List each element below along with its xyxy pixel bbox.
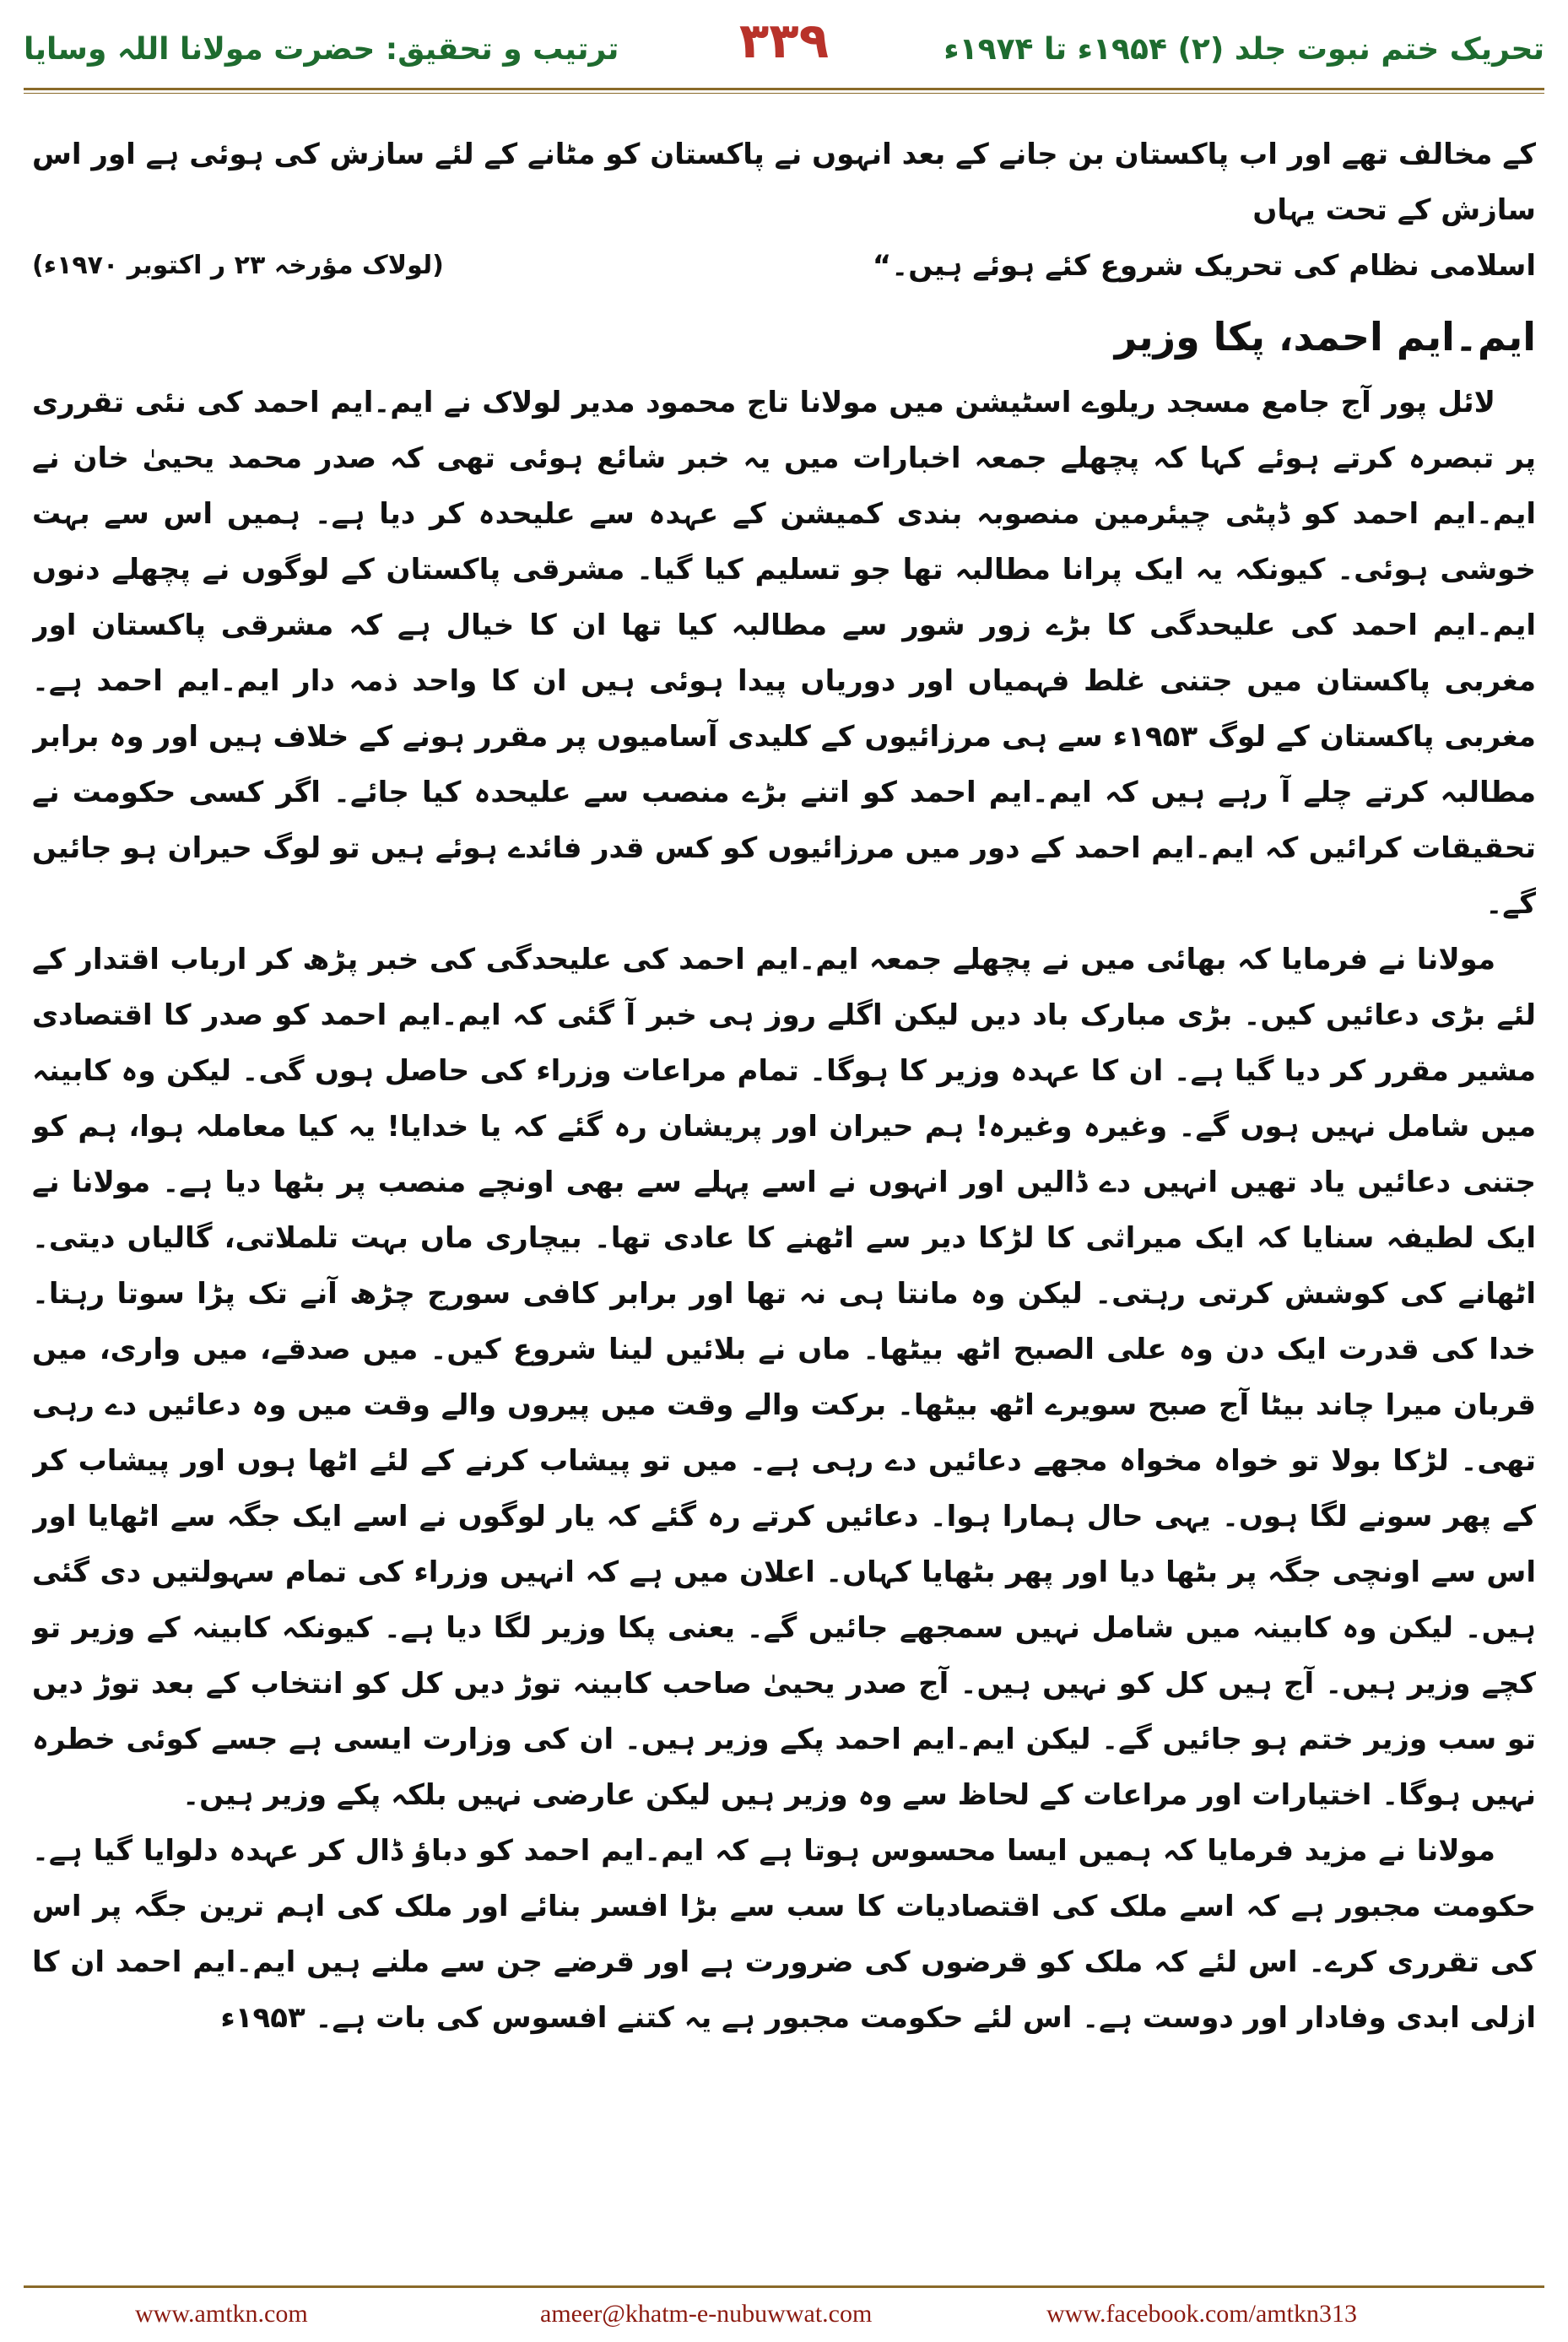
body-paragraph: مولانا نے مزید فرمایا کہ ہمیں ایسا محسوس ہوتا ہے کہ ایم۔ایم احمد کو دباؤ ڈال کر عہدہ دلوایا گیا ہے۔ حکومت مجبور ہے کہ اسے ملک کی اقتصادیات کا سب سے بڑا افسر بنائے اور ملک کی اہم ترین جگہ پر اس کی تقرری کرے۔ اس لئے کہ ملک کو قرضوں کی ضرورت ہے اور قرضے جن سے ملنے ہیں ایم۔ایم احمد ان کا ازلی ابدی وفادار اور دوست ہے۔ اس لئے حکومت مجبور ہے یہ کتنے افسوس کی بات ہے۔ ۱۹۵۳ء bbox=[32, 1834, 1536, 2035]
section-heading: ایم۔ایم احمد، پکا وزیر bbox=[1114, 314, 1536, 360]
footer-divider bbox=[24, 2285, 1544, 2288]
header-divider-thin bbox=[24, 93, 1544, 94]
page-body bbox=[32, 127, 1536, 2270]
intro-last-line bbox=[32, 238, 1536, 294]
page-header bbox=[0, 0, 1568, 101]
header-divider bbox=[24, 88, 1544, 90]
page-number: ۳۳۹ bbox=[738, 12, 830, 69]
body-paragraph: مولانا نے فرمایا کہ بھائی میں نے پچھلے جمعہ ایم۔ایم احمد کی علیحدگی کی خبر پڑھ کر ارباب اقتدار کے لئے بڑی دعائیں کیں۔ بڑی مبارک باد دیں لیکن اگلے روز ہی خبر آ گئی کہ ایم۔ایم احمد کو صدر کا اقتصادی مشیر مقرر کر دیا گیا ہے۔ ان کا عہدہ وزیر کا ہوگا۔ تمام مراعات وزراء کی حاصل ہوں گی۔ لیکن وہ کابینہ میں شامل نہیں ہوں گے۔ وغیرہ وغیرہ! ہم حیران اور پریشان رہ گئے کہ یا خدایا! یہ کیا معاملہ ہوا، ہم کو جتنی دعائیں یاد تھیں انہیں دے ڈالیں اور انہوں نے اسے پہلے سے بھی اونچے منصب پر بٹھا دیا ہے۔ مولانا نے ایک لطیفہ سنایا کہ ایک میراثی کا لڑکا دیر سے اٹھنے کا عادی تھا۔ بیچاری ماں بہت تلملاتی، گالیاں دیتی۔ اٹھانے کی کوشش کرتی رہتی۔ لیکن وہ مانتا ہی نہ تھا اور برابر کافی سورج چڑھ آنے تک پڑا سوتا رہتا۔ خدا کی قدرت ایک دن وہ علی الصبح اٹھ بیٹھا۔ ماں نے بلائیں لینا شروع کیں۔ میں صدقے، میں واری، میں قربان میرا چاند بیٹا آج صبح سویرے اٹھ بیٹھا۔ برکت والے وقت میں پیروں والے وقت میں وہ دعائیں دے رہی تھی۔ لڑکا بولا تو خواہ مخواہ مجھے دعائیں دے رہی ہے۔ میں تو پیشاب کرنے کے لئے اٹھا ہوں اور پیشاب کر کے پھر سونے لگا ہوں۔ یہی حال ہمارا ہوا۔ دعائیں کرتے رہ گئے کہ یار لوگوں نے اسے ایک جگہ سے اٹھایا اور اس سے اونچی جگہ پر بٹھا دیا اور پھر بٹھایا کہاں۔ اعلان میں ہے کہ انہیں وزراء کی تمام سہولتیں دی گئی ہیں۔ لیکن وہ کابینہ میں شامل نہیں سمجھے جائیں گے۔ یعنی پکا وزیر لگا دیا ہے۔ کیونکہ کابینہ کے وزیر تو کچے وزیر ہیں۔ آج ہیں کل کو نہیں ہیں۔ آج صدر یحییٰ صاحب کابینہ توڑ دیں کل کو انتخاب کے بعد توڑ دیں تو سب وزیر ختم ہو جائیں گے۔ لیکن ایم۔ایم احمد پکے وزیر ہیں۔ ان کی وزارت ایسی ہے جسے کوئی خطرہ نہیں ہوگا۔ اختیارات اور مراعات کے لحاظ سے وہ وزیر ہیں لیکن عارضی نہیں بلکہ پکے وزیر ہیں۔ bbox=[32, 943, 1536, 1812]
book-title: تحریک ختم نبوت جلد (۲) ۱۹۵۴ء تا ۱۹۷۴ء bbox=[944, 32, 1544, 67]
intro-last-line-text: اسلامی نظام کی تحریک شروع کئے ہوئے ہیں۔“ bbox=[872, 249, 1536, 283]
body-paragraph: لائل پور آج جامع مسجد ریلوے اسٹیشن میں مولانا تاج محمود مدیر لولاک نے ایم۔ایم احمد کی نئی تقرری پر تبصرہ کرتے ہوئے کہا کہ پچھلے جمعہ اخبارات میں یہ خبر شائع ہوئی تھی کہ صدر محمد یحییٰ خان نے ایم۔ایم احمد کو ڈپٹی چیئرمین منصوبہ بندی کمیشن کے عہدہ سے علیحدہ کر دیا ہے۔ ہمیں اس سے بہت خوشی ہوئی۔ کیونکہ یہ ایک پرانا مطالبہ تھا جو تسلیم کیا گیا۔ مشرقی پاکستان کے لوگوں نے پچھلے دنوں ایم۔ایم احمد کی علیحدگی کا بڑے زور شور سے مطالبہ کیا تھا ان کا خیال ہے کہ مشرقی پاکستان اور مغربی پاکستان میں جتنی غلط فہمیاں اور دوریاں پیدا ہوئی ہیں ان کا واحد ذمہ دار ایم۔ایم احمد ہے۔ مغربی پاکستان کے لوگ ۱۹۵۳ء سے ہی مرزائیوں کے کلیدی آسامیوں پر مقرر ہونے کے خلاف ہیں اور وہ برابر مطالبہ کرتے چلے آ رہے ہیں کہ ایم۔ایم احمد کو اتنے بڑے منصب سے علیحدہ کیا جائے۔ اگر کسی حکومت نے تحقیقات کرائیں کہ ایم۔ایم احمد کے دور میں مرزائیوں کو کس قدر فائدے ہوئے ہیں تو لوگ حیران ہو جائیں گے۔ bbox=[32, 386, 1536, 921]
email-link[interactable]: ameer@khatm-e-nubuwwat.com bbox=[540, 2300, 873, 2328]
website-link[interactable]: www.amtkn.com bbox=[135, 2300, 308, 2328]
facebook-link[interactable]: www.facebook.com/amtkn313 bbox=[1046, 2300, 1357, 2328]
compiler-credit: ترتیب و تحقیق: حضرت مولانا اللہ وسایا bbox=[24, 32, 619, 67]
citation: (لولاک مؤرخہ ۲۳ ر اکتوبر ۱۹۷۰ء) bbox=[32, 251, 444, 280]
intro-paragraph: کے مخالف تھے اور اب پاکستان بن جانے کے بعد انہوں نے پاکستان کو مٹانے کے لئے سازش کی ہوئی ہے اور اس سازش کے تحت یہاں bbox=[32, 138, 1536, 227]
